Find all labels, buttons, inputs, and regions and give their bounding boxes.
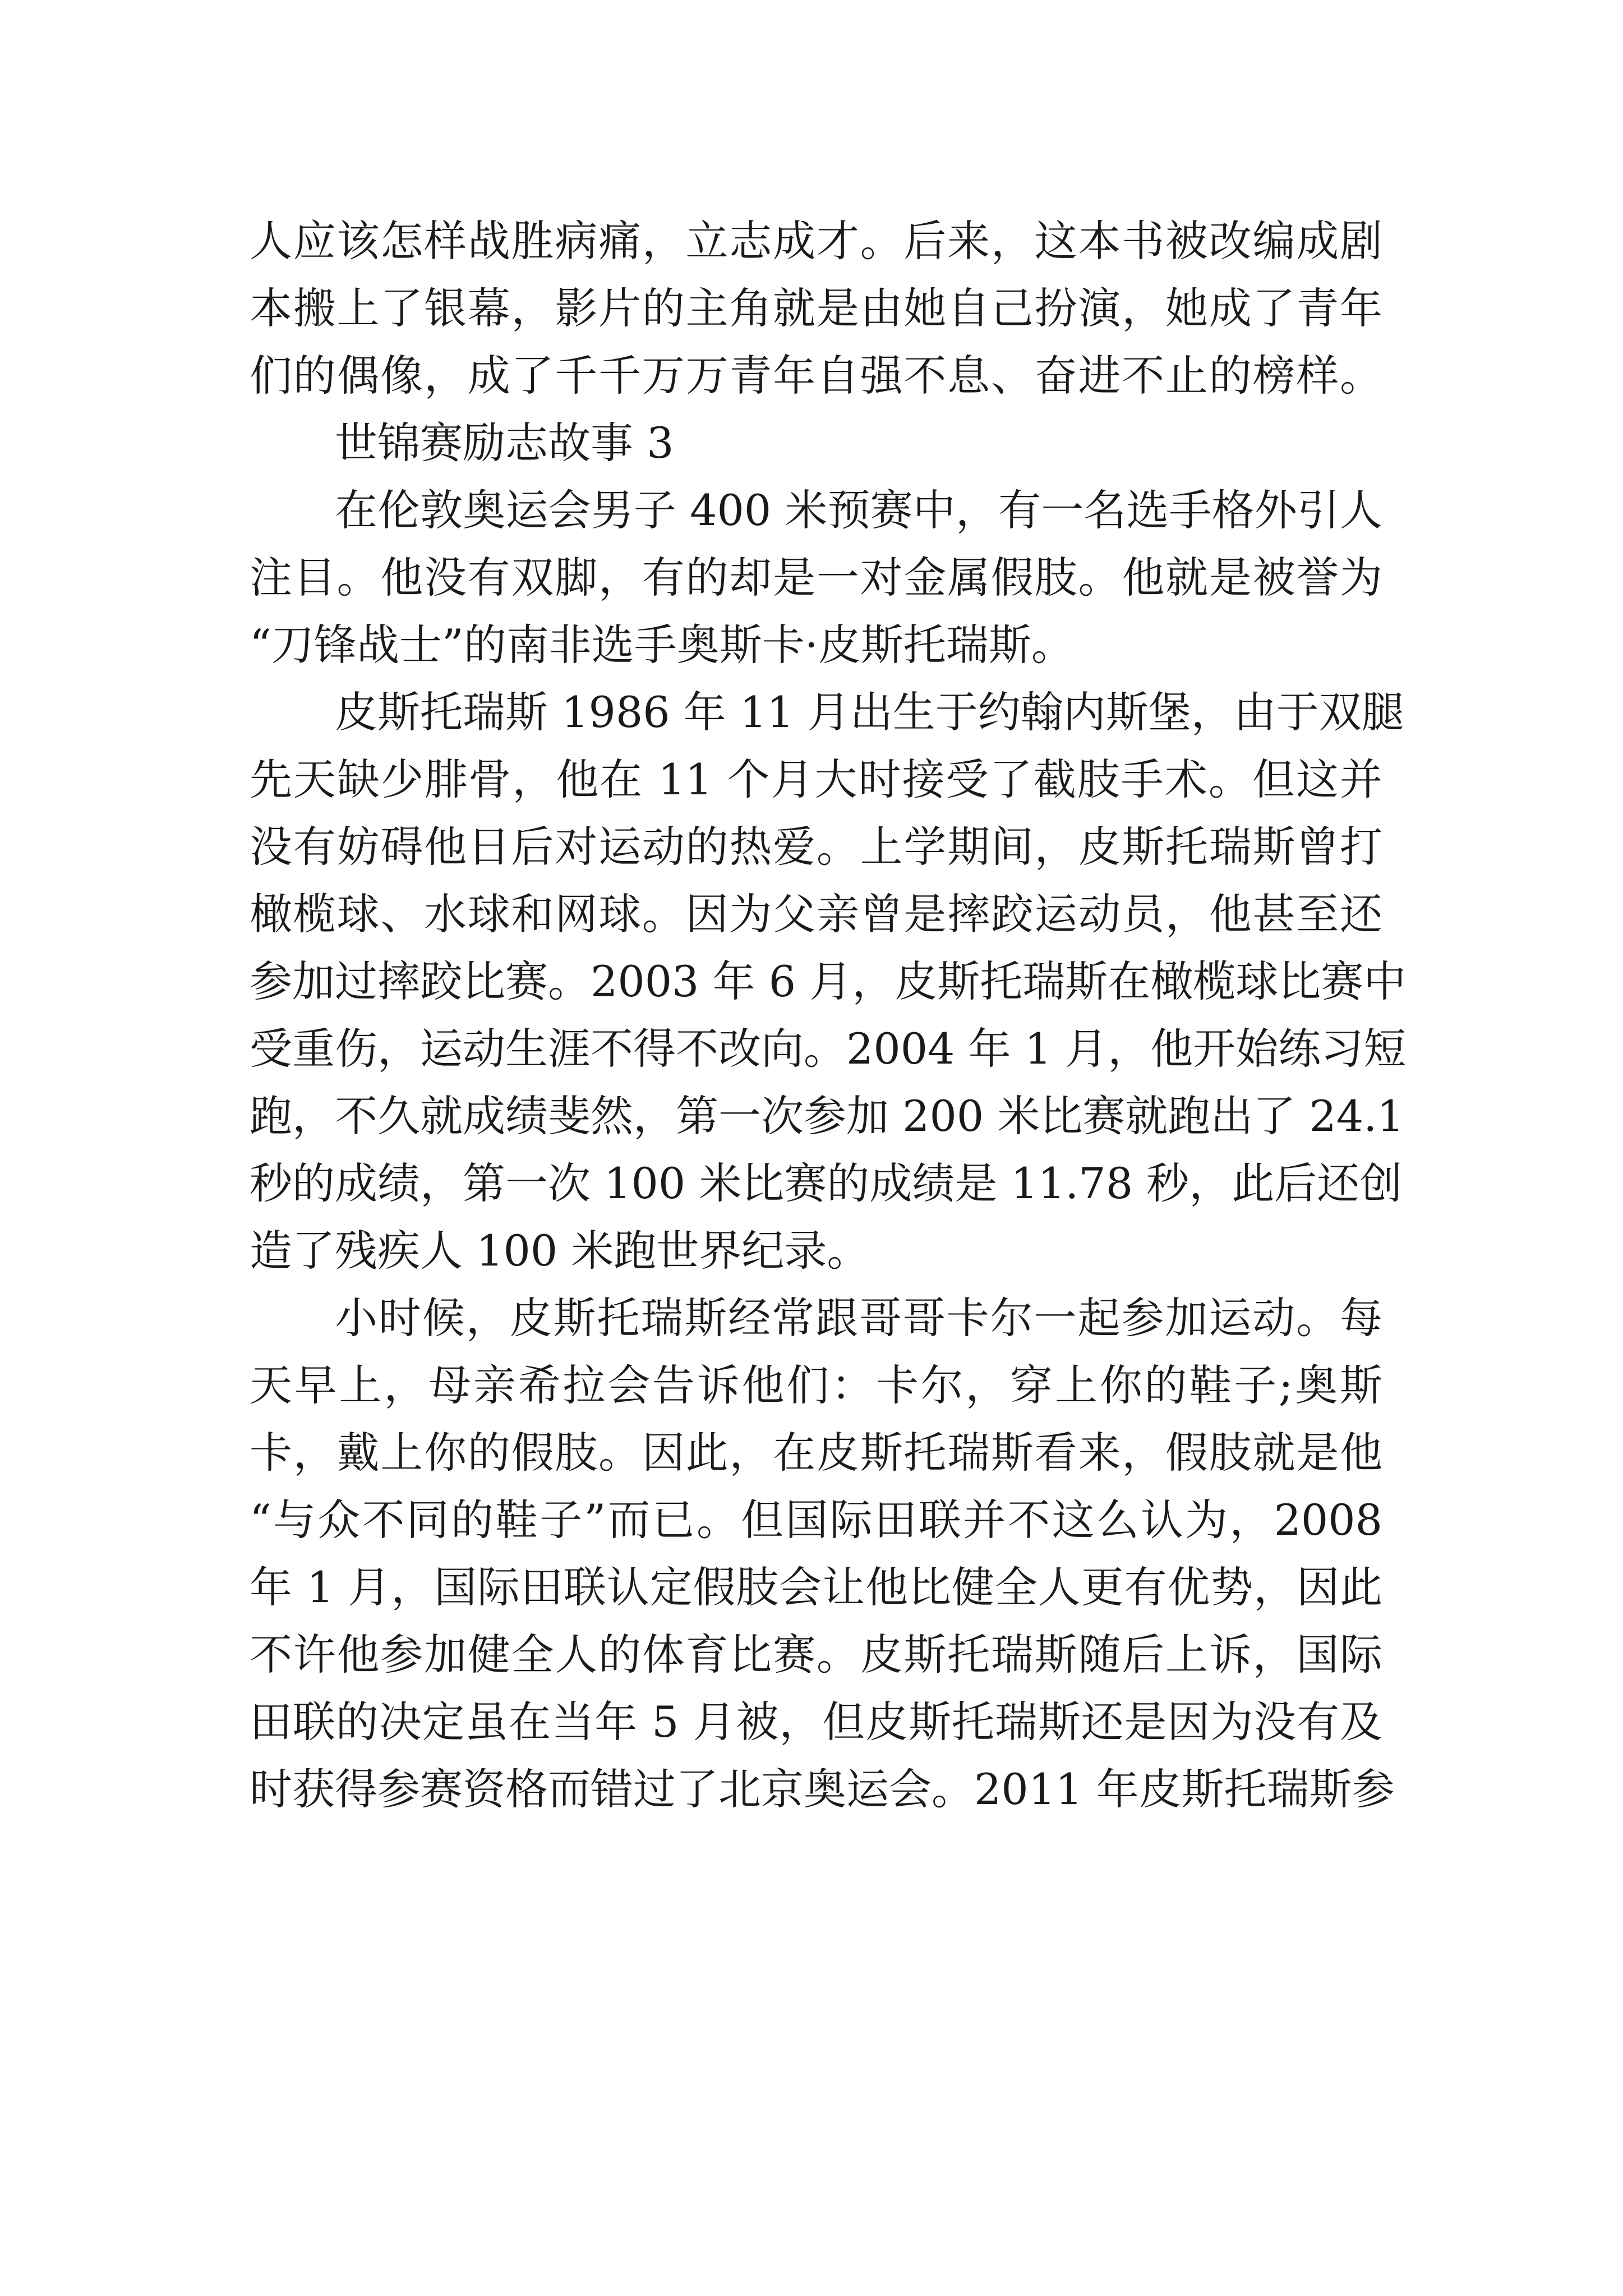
text-line: 橄榄球、水球和网球。因为父亲曾是摔跤运动员，他甚至还 — [250, 889, 1382, 939]
document-body — [250, 208, 1407, 1823]
text-line: 年 1 月，国际田联认定假肢会让他比健全人更有优势，因此 — [250, 1562, 1382, 1612]
text-line: 本搬上了银幕，影片的主角就是由她自己扮演，她成了青年 — [250, 283, 1382, 333]
text-line: 造了残疾人 100 米跑世界纪录。 — [250, 1226, 870, 1276]
text-line: 不许他参加健全人的体育比赛。皮斯托瑞斯随后上诉，国际 — [250, 1630, 1382, 1680]
text-line: 没有妨碍他日后对运动的热爱。上学期间，皮斯托瑞斯曾打 — [250, 822, 1382, 872]
text-line: “与众不同的鞋子”而已。但国际田联并不这么认为，2008 — [250, 1495, 1382, 1545]
text-line: 卡，戴上你的假肢。因此，在皮斯托瑞斯看来，假肢就是他 — [250, 1428, 1382, 1478]
text-line: 参加过摔跤比赛。2003 年 6 月，皮斯托瑞斯在橄榄球比赛中 — [250, 956, 1407, 1006]
text-line: 跑，不久就成绩斐然，第一次参加 200 米比赛就跑出了 24.1 — [250, 1091, 1404, 1141]
section-heading: 世锦赛励志故事 3 — [335, 418, 674, 468]
text-line: 时获得参赛资格而错过了北京奥运会。2011 年皮斯托瑞斯参 — [250, 1764, 1395, 1814]
text-line: 注目。他没有双脚，有的却是一对金属假肢。他就是被誉为 — [250, 553, 1382, 602]
text-line: 受重伤，运动生涯不得不改向。2004 年 1 月，他开始练习短 — [250, 1024, 1407, 1074]
text-line: 在伦敦奥运会男子 400 米预赛中，有一名选手格外引人 — [335, 485, 1382, 535]
text-line: 天早上，母亲希拉会告诉他们：卡尔，穿上你的鞋子;奥斯 — [250, 1360, 1382, 1410]
text-line: 田联的决定虽在当年 5 月被，但皮斯托瑞斯还是因为没有及 — [250, 1697, 1382, 1747]
text-line: “刀锋战士”的南非选手奥斯卡·皮斯托瑞斯。 — [250, 620, 1074, 670]
text-line: 皮斯托瑞斯 1986 年 11 月出生于约翰内斯堡，由于双腿 — [335, 687, 1404, 737]
text-line: 小时候，皮斯托瑞斯经常跟哥哥卡尔一起参加运动。每 — [335, 1293, 1382, 1343]
text-line: 秒的成绩，第一次 100 米比赛的成绩是 11.78 秒，此后还创 — [250, 1158, 1403, 1208]
text-line: 人应该怎样战胜病痛，立志成才。后来，这本书被改编成剧 — [250, 216, 1382, 266]
text-line: 先天缺少腓骨，他在 11 个月大时接受了截肢手术。但这并 — [250, 754, 1382, 804]
text-line: 们的偶像，成了千千万万青年自强不息、奋进不止的榜样。 — [250, 351, 1382, 401]
